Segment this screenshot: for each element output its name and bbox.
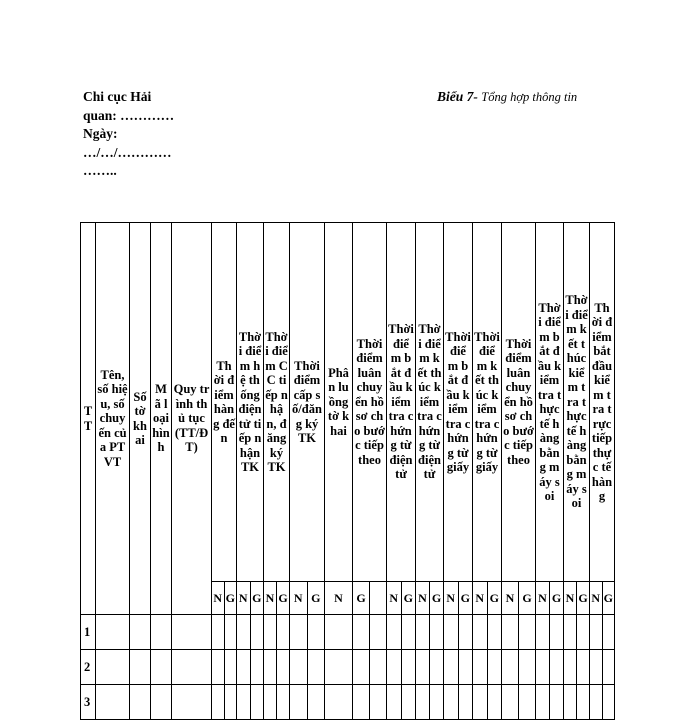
table-subcell[interactable] — [212, 615, 224, 649]
sub-header-label: N — [238, 591, 248, 605]
sub-header-cell — [264, 582, 290, 615]
table-subcell[interactable] — [250, 685, 264, 719]
table-subcell[interactable] — [536, 685, 549, 719]
table-subcell[interactable] — [602, 685, 615, 719]
date-line: …….. — [83, 163, 117, 178]
table-cell[interactable] — [416, 615, 444, 650]
table-subcell[interactable] — [518, 685, 535, 719]
column-header — [590, 223, 615, 582]
table-subcell[interactable] — [401, 685, 416, 719]
sub-header-cell — [212, 582, 237, 615]
table-row — [81, 685, 615, 720]
table-subcell[interactable] — [224, 615, 237, 649]
table-cell[interactable] — [353, 685, 387, 720]
column-header-label: Thời điểm CC tiếp nhận, đăng ký TK — [265, 329, 288, 474]
sub-header-label: N — [334, 591, 343, 605]
sub-header-label: G — [356, 591, 366, 605]
table-subcell[interactable] — [369, 685, 386, 719]
table-subcell[interactable] — [290, 615, 307, 649]
form-number: Biểu 7- — [437, 89, 478, 104]
sub-header-cell — [502, 582, 536, 615]
table-subcell[interactable] — [429, 615, 443, 649]
column-header-label: Số tờ khai — [133, 389, 147, 447]
table-subcell[interactable] — [264, 685, 276, 719]
column-header — [237, 223, 264, 582]
table-subcell[interactable] — [429, 685, 443, 719]
column-header — [353, 223, 387, 582]
summary-table — [80, 222, 615, 720]
table-cell[interactable] — [387, 615, 416, 650]
sub-header-label — [369, 582, 386, 614]
sub-header-cell — [473, 582, 502, 615]
column-header-label: Tên, số hiệu, số chuyến của PTVT — [97, 367, 128, 469]
table-cell[interactable] — [264, 685, 290, 720]
table-subcell[interactable] — [518, 650, 535, 684]
table-subcell[interactable] — [276, 650, 289, 684]
column-header — [212, 223, 237, 582]
table-subcell[interactable] — [416, 685, 429, 719]
sub-header-label: N — [505, 591, 515, 605]
table-subcell[interactable] — [473, 615, 487, 649]
table-subcell[interactable] — [369, 650, 386, 684]
column-header — [81, 223, 96, 615]
table-subcell[interactable] — [224, 650, 237, 684]
table-cell[interactable] — [290, 615, 325, 650]
table-cell[interactable] — [172, 615, 212, 650]
date-line: …/…/………… — [83, 144, 172, 160]
table-subcell[interactable] — [564, 650, 576, 684]
table-cell[interactable] — [473, 650, 502, 685]
table-subcell[interactable] — [502, 650, 518, 684]
sub-header-label: N — [418, 591, 427, 605]
sub-header-cell — [237, 582, 264, 615]
form-name: Tổng hợp thông tin — [481, 90, 578, 104]
table-subcell[interactable] — [549, 615, 563, 649]
table-cell[interactable] — [590, 615, 615, 650]
sub-header-label: N — [565, 591, 575, 605]
table-cell[interactable] — [473, 615, 502, 650]
table-subcell[interactable] — [549, 685, 563, 719]
column-header — [151, 223, 172, 615]
table-subcell[interactable] — [264, 650, 276, 684]
table-cell[interactable] — [151, 615, 172, 650]
table-cell[interactable] — [353, 650, 387, 685]
sub-header-cell — [290, 582, 325, 615]
column-header-label: Thời điểm bắt đầu kiểm tra chứng từ điện tử — [388, 322, 414, 482]
table-subcell[interactable] — [564, 615, 576, 649]
table-subcell[interactable] — [576, 685, 589, 719]
table-subcell[interactable] — [590, 615, 602, 649]
table-cell[interactable] — [564, 650, 590, 685]
table-subcell[interactable] — [458, 615, 473, 649]
table-cell[interactable] — [96, 615, 130, 650]
table-cell[interactable] — [564, 685, 590, 720]
table-subcell[interactable] — [487, 685, 502, 719]
table-subcell[interactable] — [276, 685, 289, 719]
sub-header-cell — [564, 582, 590, 615]
table-subcell[interactable] — [307, 615, 325, 649]
sub-header-label: G — [401, 582, 416, 614]
sub-header-cell — [416, 582, 444, 615]
table-subcell[interactable] — [237, 685, 250, 719]
office-line: Chi cục Hải — [83, 89, 152, 104]
sub-header-label: G — [276, 582, 289, 614]
table-cell[interactable] — [536, 650, 564, 685]
column-header-label: Thời điểm kết thúc kiểm tra chứng từ điện tử — [417, 322, 442, 482]
table-cell[interactable] — [416, 650, 444, 685]
sub-header-label: G — [250, 582, 264, 614]
column-header-label: Thời điểm hàng đến — [213, 358, 235, 445]
table-subcell[interactable] — [576, 615, 589, 649]
column-header-label: Thời điểm cấp số/đăng ký TK — [292, 358, 322, 445]
table-subcell[interactable] — [307, 650, 325, 684]
sub-header-cell — [325, 582, 353, 615]
table-cell[interactable] — [564, 615, 590, 650]
table-cell[interactable] — [590, 650, 615, 685]
column-header-label: Quy trình thủ tục (TT/ĐT) — [173, 382, 210, 455]
sub-header-label: N — [446, 591, 456, 605]
table-cell[interactable] — [237, 685, 264, 720]
sub-header-label: G — [602, 582, 615, 614]
issuing-office — [83, 88, 195, 181]
table-subcell[interactable] — [602, 615, 615, 649]
table-cell[interactable] — [237, 615, 264, 650]
office-line: quan: ………… — [83, 107, 175, 123]
table-subcell[interactable] — [290, 685, 307, 719]
table-row — [81, 615, 615, 650]
table-subcell[interactable] — [549, 650, 563, 684]
column-header — [444, 223, 473, 582]
column-header — [130, 223, 151, 615]
sub-header-cell — [536, 582, 564, 615]
column-header-label: Thời điểm kết thúc kiểm tra chứng từ giấy — [474, 329, 500, 474]
table-subcell[interactable] — [444, 685, 458, 719]
sub-header-cell — [590, 582, 615, 615]
column-header — [290, 223, 325, 582]
table-subcell[interactable] — [290, 650, 307, 684]
table-cell[interactable] — [172, 650, 212, 685]
table-cell[interactable] — [96, 685, 130, 720]
table-cell[interactable] — [444, 650, 473, 685]
table-cell[interactable] — [130, 650, 151, 685]
table-subcell[interactable] — [276, 615, 289, 649]
row-number: 3 — [81, 685, 96, 720]
sub-header-label: G — [429, 582, 443, 614]
table-cell[interactable] — [387, 650, 416, 685]
sub-header-label: N — [293, 591, 303, 605]
table-cell[interactable] — [237, 650, 264, 685]
sub-header-label: N — [389, 591, 399, 605]
sub-header-label: G — [549, 582, 563, 614]
column-header-label: Thời điểm luân chuyển hồ sơ cho bước tiếp theo — [503, 336, 534, 467]
column-header — [387, 223, 416, 582]
table-subcell[interactable] — [458, 650, 473, 684]
table-subcell[interactable] — [307, 685, 325, 719]
table-cell[interactable] — [151, 650, 172, 685]
table-cell[interactable] — [212, 615, 237, 650]
row-number: 2 — [81, 650, 96, 685]
table-cell[interactable] — [325, 685, 353, 720]
table-subcell[interactable] — [536, 615, 549, 649]
column-header-label: Thời điểm kết thúc kiểm tra thực tế hàng bằng máy soi — [565, 293, 588, 511]
table-subcell[interactable] — [353, 615, 369, 649]
table-cell[interactable] — [502, 615, 536, 650]
table-cell[interactable] — [325, 650, 353, 685]
table-subcell[interactable] — [444, 650, 458, 684]
table-cell[interactable] — [416, 685, 444, 720]
table-row — [81, 650, 615, 685]
table-cell[interactable] — [264, 615, 290, 650]
table-cell[interactable] — [264, 650, 290, 685]
table-cell[interactable] — [290, 685, 325, 720]
table-subcell[interactable] — [536, 650, 549, 684]
column-header-label: TT — [83, 404, 93, 433]
sub-header-label: N — [213, 591, 223, 605]
table-cell[interactable] — [502, 650, 536, 685]
table-cell[interactable] — [212, 685, 237, 720]
table-subcell[interactable] — [429, 650, 443, 684]
table-subcell[interactable] — [250, 615, 264, 649]
table-subcell[interactable] — [590, 650, 602, 684]
table-cell[interactable] — [536, 615, 564, 650]
table-cell[interactable] — [353, 615, 387, 650]
column-header-label: Thời điểm bắt đầu kiểm tra trực tiếp thực tế hàng — [591, 300, 613, 503]
table-cell[interactable] — [473, 685, 502, 720]
table-subcell[interactable] — [602, 650, 615, 684]
table-cell[interactable] — [444, 685, 473, 720]
table-subcell[interactable] — [458, 685, 473, 719]
table-cell[interactable] — [502, 685, 536, 720]
table-cell[interactable] — [151, 685, 172, 720]
sub-header-cell — [444, 582, 473, 615]
column-header-label: Thời điểm luân chuyển hồ sơ cho bước tiếp theo — [354, 336, 385, 467]
sub-header-label: G — [576, 582, 589, 614]
table-subcell[interactable] — [387, 615, 401, 649]
table-subcell[interactable] — [264, 615, 276, 649]
table-subcell[interactable] — [387, 685, 401, 719]
table-cell[interactable] — [387, 685, 416, 720]
table-subcell[interactable] — [502, 615, 518, 649]
column-header-label: Thời điểm hệ thống điện tử tiếp nhận TK — [238, 329, 262, 474]
sub-header-label: G — [487, 582, 502, 614]
table-subcell[interactable] — [487, 650, 502, 684]
sub-header-label: N — [538, 591, 547, 605]
sub-header-label: G — [518, 582, 535, 614]
column-header-label: Mã loại hình — [152, 382, 170, 455]
table-cell[interactable] — [290, 650, 325, 685]
table-cell[interactable] — [325, 615, 353, 650]
table-subcell[interactable] — [212, 685, 224, 719]
column-header — [473, 223, 502, 582]
table-cell[interactable] — [444, 615, 473, 650]
column-header — [172, 223, 212, 615]
table-subcell[interactable] — [473, 650, 487, 684]
sub-header-label: N — [591, 591, 601, 605]
table-subcell[interactable] — [416, 615, 429, 649]
column-header-label: Thời điểm bắt đầu kiểm tra thực tế hàng bằng máy soi — [537, 300, 562, 503]
table-subcell[interactable] — [502, 685, 518, 719]
sub-header-cell — [387, 582, 416, 615]
sub-header-label: G — [307, 582, 325, 614]
table-subcell[interactable] — [353, 650, 369, 684]
form-title — [437, 88, 577, 107]
table-subcell[interactable] — [416, 650, 429, 684]
table-subcell[interactable] — [212, 650, 224, 684]
table-subcell[interactable] — [473, 685, 487, 719]
sub-header-label: G — [458, 582, 473, 614]
column-header-label: Thời điểm bắt đầu kiểm tra chứng từ giấy — [445, 329, 471, 474]
table-cell[interactable] — [590, 685, 615, 720]
column-header — [536, 223, 564, 582]
sub-header-cell — [353, 582, 387, 615]
row-number: 1 — [81, 615, 96, 650]
sub-header-label: N — [475, 591, 485, 605]
table-subcell[interactable] — [237, 650, 250, 684]
column-header — [564, 223, 590, 582]
column-header — [502, 223, 536, 582]
date-line: Ngày: — [83, 126, 118, 141]
column-header-label: Phân luồng tờ khai — [327, 365, 350, 438]
table-subcell[interactable] — [401, 650, 416, 684]
sub-header-label: G — [224, 582, 237, 614]
table-cell[interactable] — [536, 685, 564, 720]
table-cell[interactable] — [172, 685, 212, 720]
table-subcell[interactable] — [590, 685, 602, 719]
column-header — [264, 223, 290, 582]
table-subcell[interactable] — [224, 685, 237, 719]
table-cell[interactable] — [212, 650, 237, 685]
table-subcell[interactable] — [237, 615, 250, 649]
table-cell[interactable] — [130, 685, 151, 720]
table-subcell[interactable] — [250, 650, 264, 684]
table-cell[interactable] — [96, 650, 130, 685]
table-subcell[interactable] — [564, 685, 576, 719]
table-subcell[interactable] — [444, 615, 458, 649]
table-subcell[interactable] — [487, 615, 502, 649]
column-header — [416, 223, 444, 582]
table-subcell[interactable] — [576, 650, 589, 684]
column-header — [325, 223, 353, 582]
sub-header-label: N — [265, 591, 275, 605]
table-cell[interactable] — [130, 615, 151, 650]
column-header — [96, 223, 130, 615]
table-subcell[interactable] — [518, 615, 535, 649]
table-subcell[interactable] — [387, 650, 401, 684]
table-subcell[interactable] — [369, 615, 386, 649]
table-subcell[interactable] — [353, 685, 369, 719]
table-subcell[interactable] — [401, 615, 416, 649]
